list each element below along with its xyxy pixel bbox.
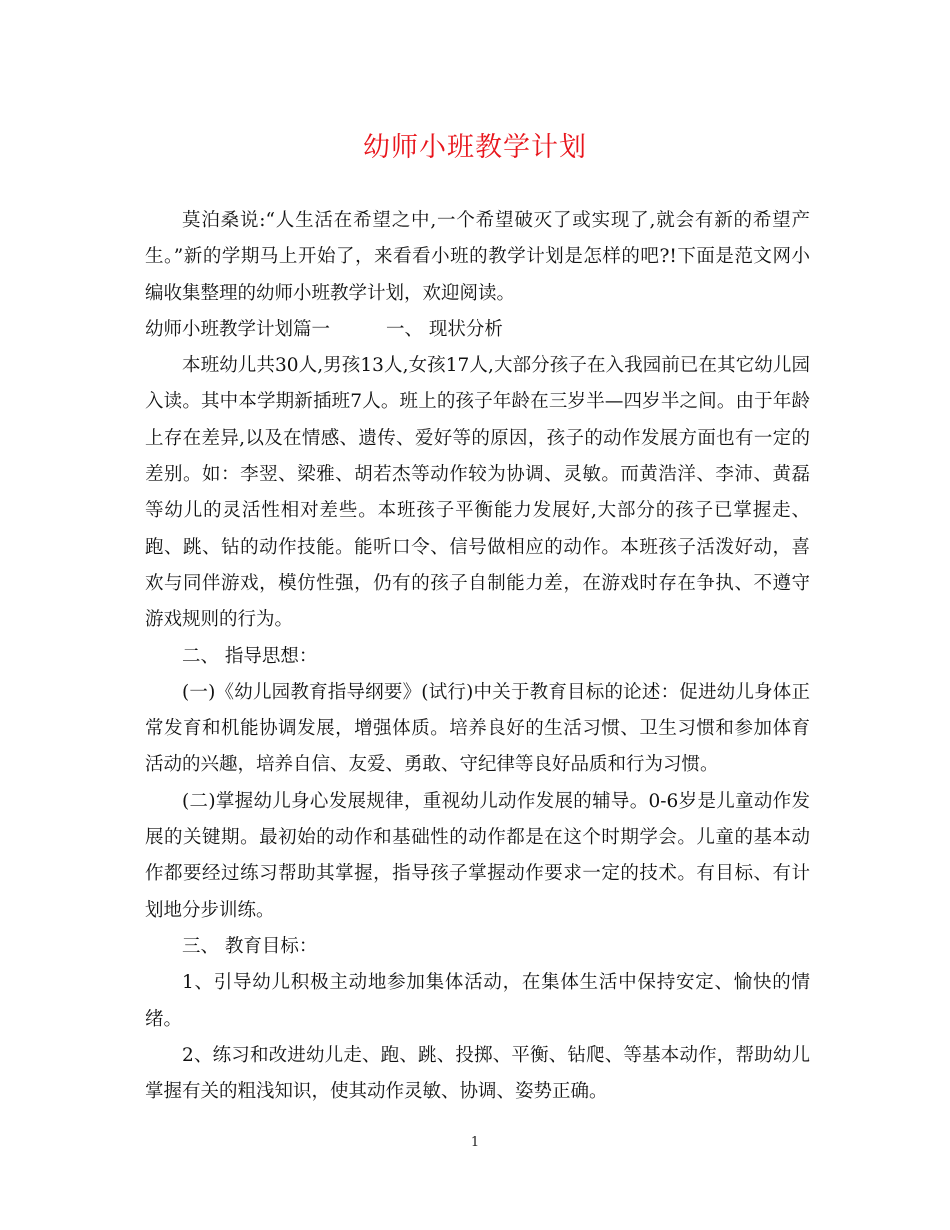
education-goal-2: 2、练习和改进幼儿走、跑、跳、投掷、平衡、钻爬、等基本动作，帮助幼儿掌握有关的粗浅知识，使其动作灵敏、协调、姿势正确。	[145, 1044, 810, 1103]
education-goals-heading: 三、 教育目标：	[182, 935, 318, 957]
guiding-thought-heading: 二、 指导思想：	[182, 645, 318, 667]
intro-paragraph: 莫泊桑说:“人生活在希望之中,一个希望破灭了或实现了,就会有新的希望产生。”新的学期马上开始了，来看看小班的教学计划是怎样的吧?!下面是范文网小编收集整理的幼师小班教学计划，欢迎阅读。	[145, 210, 810, 304]
document-title: 幼师小班教学计划	[363, 132, 587, 163]
section-heading-subtitle: 一、 现状分析	[386, 318, 503, 340]
section-heading-title: 幼师小班教学计划篇一	[145, 318, 331, 340]
page-number: 1	[470, 1135, 480, 1150]
section-heading	[145, 312, 810, 348]
guiding-thought-paragraph-2: (二)掌握幼儿身心发展规律，重视幼儿动作发展的辅导。0-6岁是儿童动作发展的关键期。最初始的动作和基础性的动作都是在这个时期学会。儿童的基本动作都要经过练习帮助其掌握，指导孩子掌握动作要求一定的技术。有目标、有计划地分步训练。	[145, 790, 810, 921]
status-analysis-paragraph: 本班幼儿共30人,男孩13人,女孩17人,大部分孩子在入我园前已在其它幼儿园入读。其中本学期新插班7人。班上的孩子年龄在三岁半—四岁半之间。由于年龄上存在差异,以及在情感、遗传、爱好等的原因，孩子的动作发展方面也有一定的差别。如：李翌、梁雅、胡若杰等动作较为协调、灵敏。而黄浩洋、李沛、黄磊等幼儿的灵活性相对差些。本班孩子平衡能力发展好,大部分的孩子已掌握走、跑、跳、钻的动作技能。能听口令、信号做相应的动作。本班孩子活泼好动，喜欢与同伴游戏，模仿性强，仍有的孩子自制能力差，在游戏时存在争执、不遵守游戏规则的行为。	[145, 355, 810, 631]
document-body	[145, 203, 810, 1110]
education-goal-1: 1、引导幼儿积极主动地参加集体活动，在集体生活中保持安定、愉快的情绪。	[145, 972, 810, 1030]
guiding-thought-paragraph-1: (一)《幼儿园教育指导纲要》(试行)中关于教育目标的论述：促进幼儿身体正常发育和机能协调发展，增强体质。培养良好的生活习惯、卫生习惯和参加体育活动的兴趣，培养自信、友爱、勇敢、守纪律等良好品质和行为习惯。	[145, 681, 810, 776]
